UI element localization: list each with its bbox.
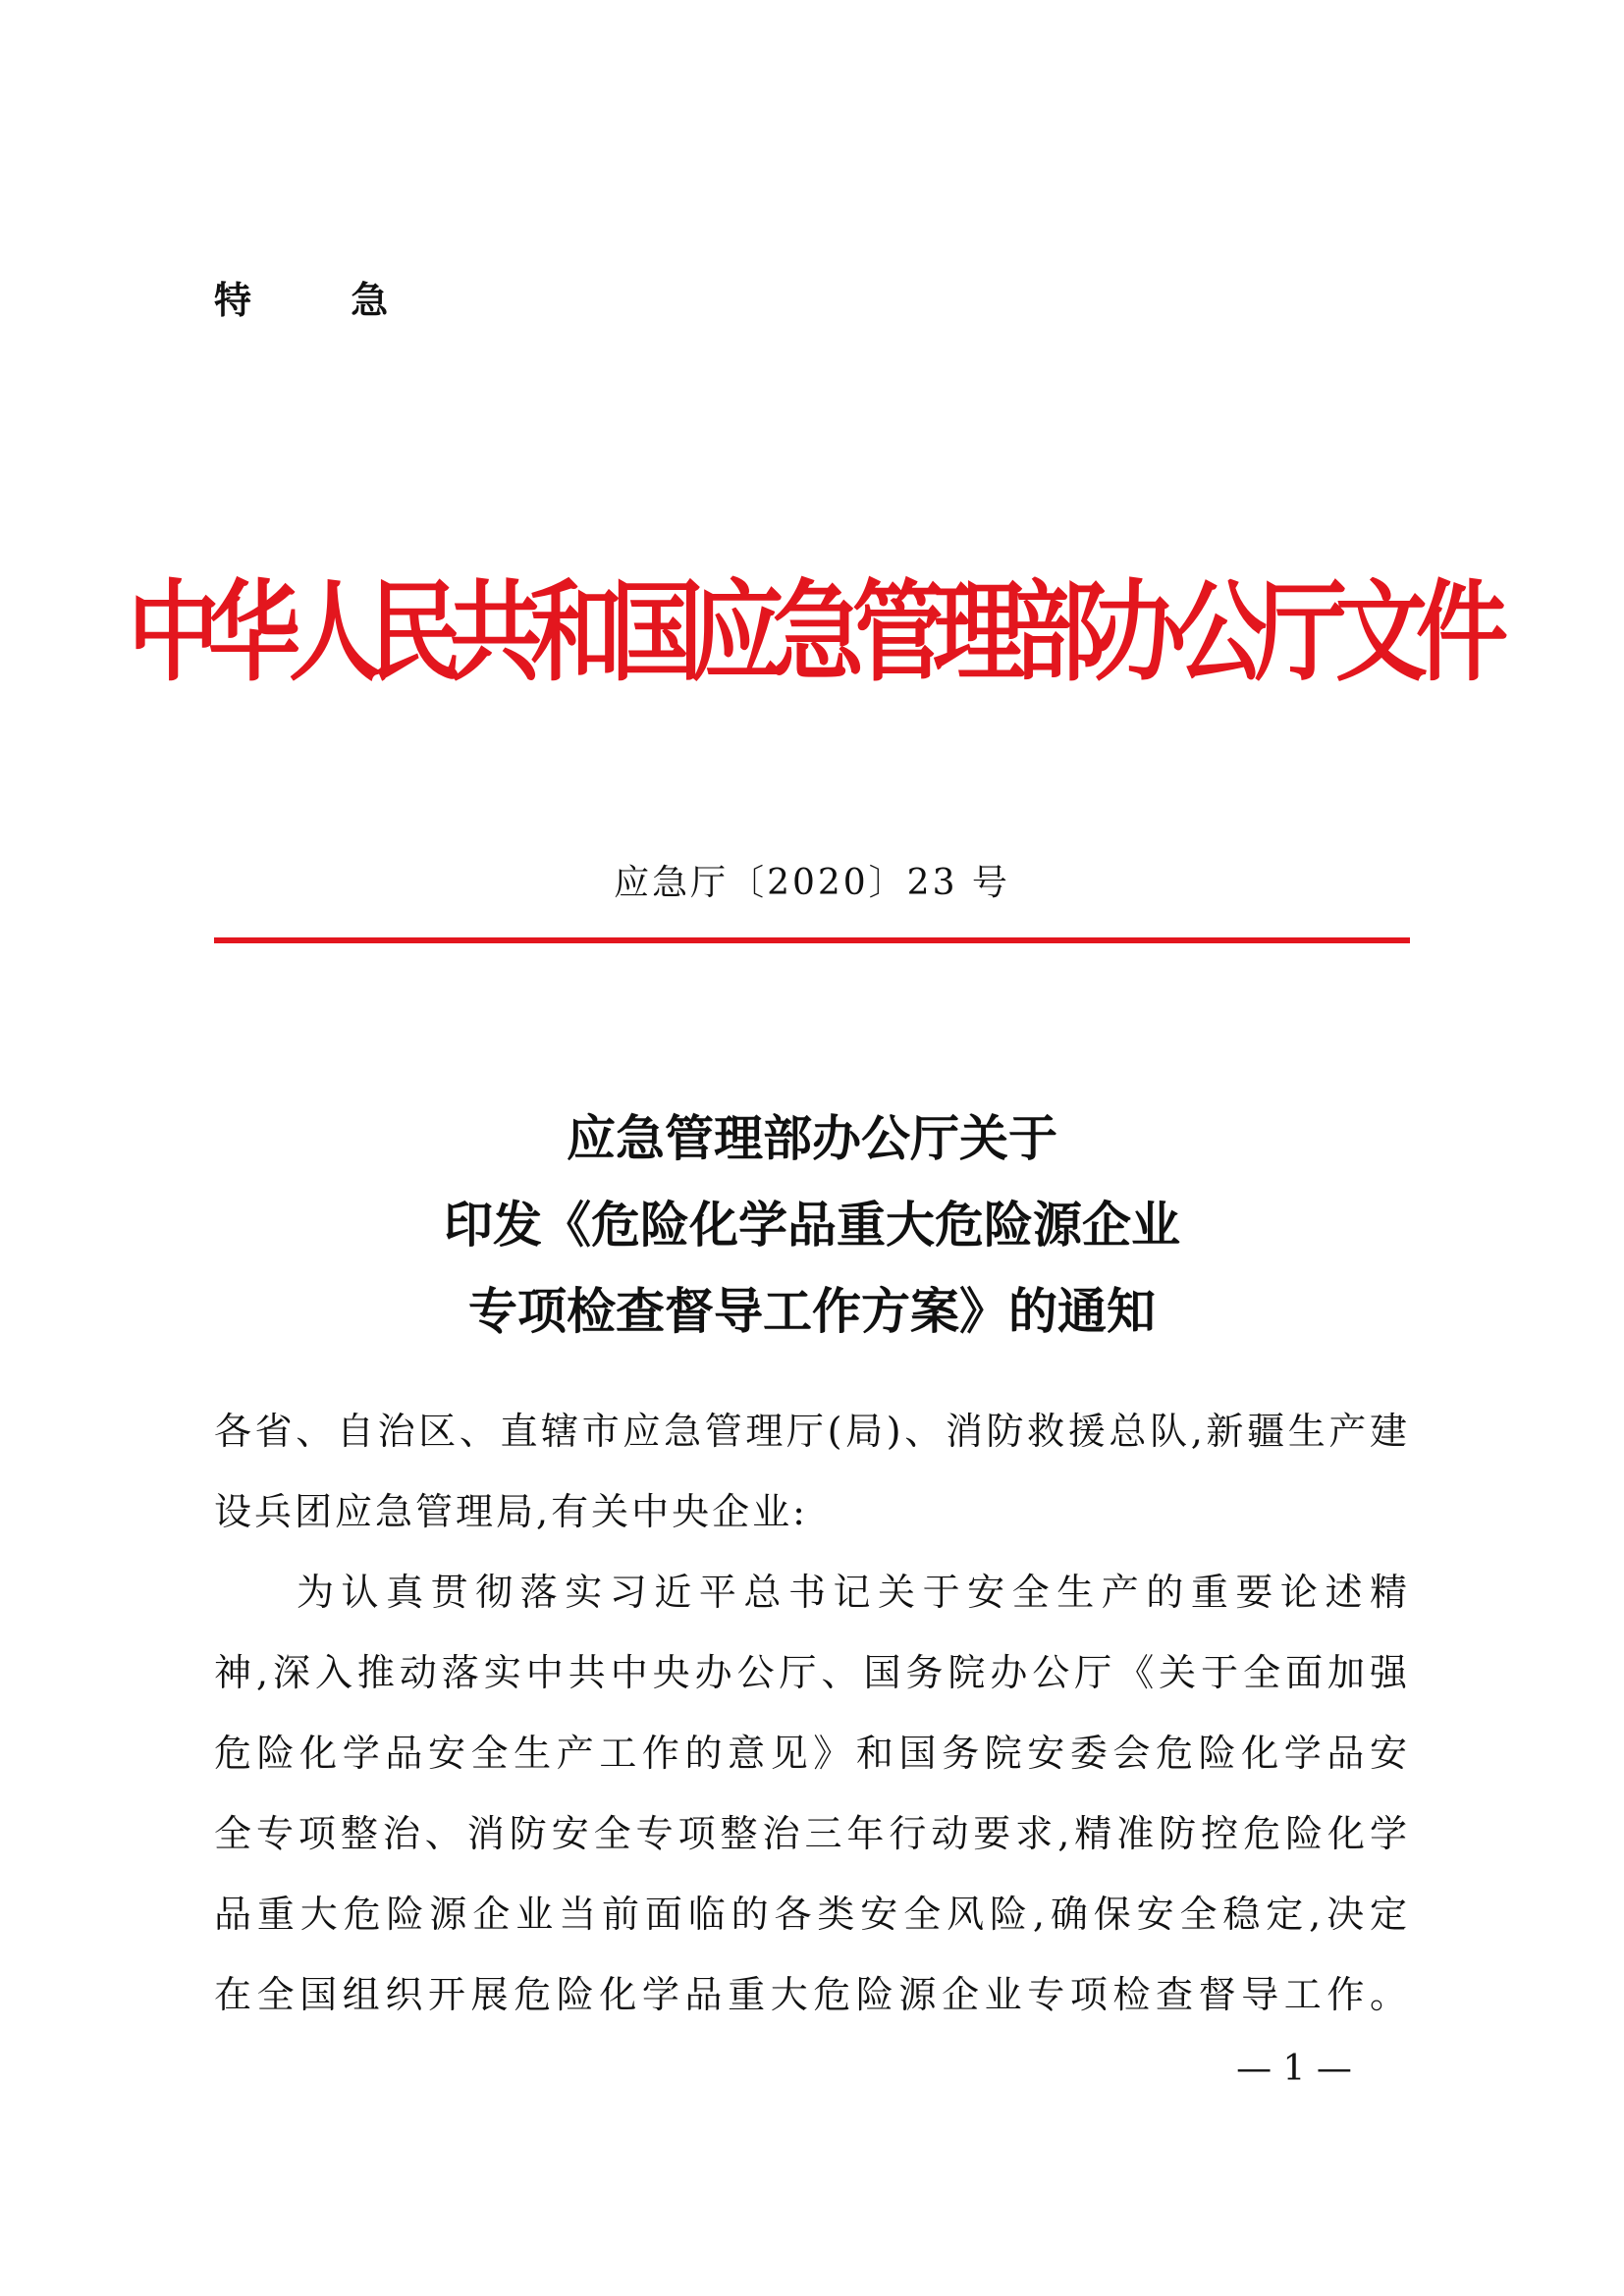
addressee — [214, 1391, 1410, 1552]
notice-title — [0, 1095, 1624, 1355]
body-paragraph — [214, 1552, 1410, 2035]
addressee-line: 各省、自治区、直辖市应急管理厅(局)、消防救援总队,新疆生产建 — [214, 1410, 1410, 1453]
body-line: 品重大危险源企业当前面临的各类安全风险,确保安全稳定,决定 — [214, 1893, 1410, 1936]
title-line: 印发《危险化学品重大危险源企业 — [444, 1196, 1180, 1254]
red-separator-line — [214, 937, 1410, 943]
body-line: 危险化学品安全生产工作的意见》和国务院安委会危险化学品安 — [214, 1732, 1410, 1775]
document-masthead: 中华人民共和国应急管理部办公厅文件 — [127, 569, 1496, 697]
document-number: 应急厅〔2020〕23 号 — [614, 863, 1010, 903]
body-line: 全专项整治、消防安全专项整治三年行动要求,精准防控危险化学 — [214, 1812, 1410, 1855]
body-line: 为认真贯彻落实习近平总书记关于安全生产的重要论述精 — [297, 1571, 1410, 1614]
page-number: — 1 — — [1236, 2049, 1352, 2089]
addressee-line: 设兵团应急管理局,有关中央企业: — [214, 1490, 808, 1533]
body-line: 在全国组织开展危险化学品重大危险源企业专项检查督导工作。 — [214, 1973, 1410, 2016]
urgency-marker: 特 急 — [214, 279, 432, 322]
body-line: 神,深入推动落实中共中央办公厅、国务院办公厅《关于全面加强 — [214, 1651, 1410, 1694]
title-line: 应急管理部办公厅关于 — [567, 1109, 1057, 1167]
title-line: 专项检查督导工作方案》的通知 — [468, 1282, 1156, 1340]
